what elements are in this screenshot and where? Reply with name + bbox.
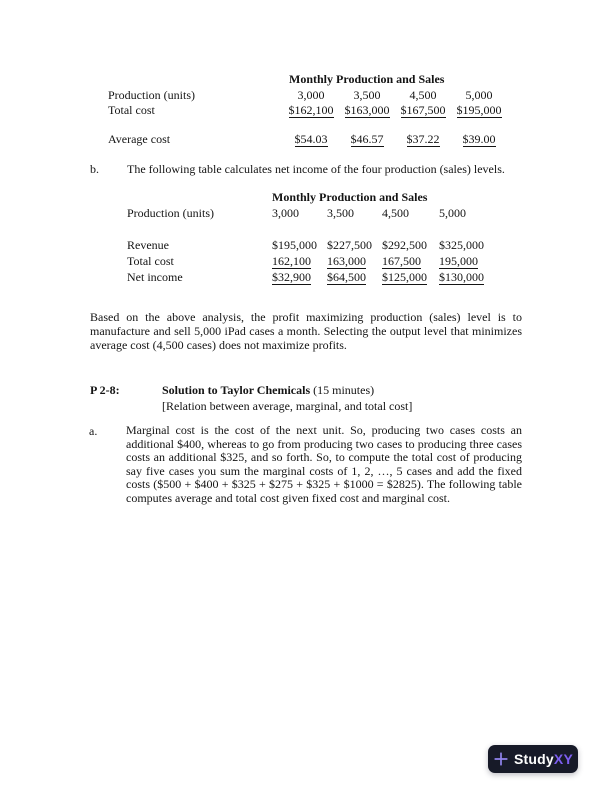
table1-cell: 4,500 bbox=[409, 88, 437, 102]
table1-cell: $163,000 bbox=[344, 103, 390, 117]
table1-cell: $195,000 bbox=[456, 103, 502, 117]
table1-cell: $46.57 bbox=[350, 132, 384, 146]
table1-row-total-cost-label: Total cost bbox=[108, 103, 155, 117]
table2-cell: $227,500 bbox=[327, 238, 372, 252]
monthly-production-sales-table-2 bbox=[127, 206, 500, 286]
table1-spacer-row bbox=[108, 118, 507, 132]
section-b-text: The following table calculates net income of the four production (sales) levels. bbox=[127, 162, 505, 176]
table1-row-average-cost-label: Average cost bbox=[108, 132, 171, 146]
table2-cell: $130,000 bbox=[439, 270, 484, 284]
monthly-production-sales-table-1 bbox=[108, 88, 507, 147]
plus-icon bbox=[493, 751, 509, 767]
table2-title: Monthly Production and Sales bbox=[272, 190, 428, 204]
brand-text bbox=[514, 751, 573, 767]
section-a-text: Marginal cost is the cost of the next unit. So, producing two cases costs an additional $400, whereas to go from producing two cases to producing three cases costs an additional $325, and so forth. So, to compute the total cost of producing say five cases you sum the marginal costs of 1, 2, …, 5 cases and add the fixed costs ($500 + $400 + $325 + $275 + $325 + $1000 = $2825). The following table computes average and total cost given fixed cost and marginal cost. bbox=[126, 423, 522, 505]
problem-duration: (15 minutes) bbox=[310, 383, 375, 397]
table2-cell: $195,000 bbox=[272, 238, 317, 252]
table1-cell: 3,000 bbox=[297, 88, 325, 102]
problem-heading bbox=[162, 383, 532, 414]
brand-primary: Study bbox=[514, 751, 554, 767]
table2-cell: 167,500 bbox=[382, 254, 421, 268]
table1-cell: $37.22 bbox=[406, 132, 440, 146]
table2-cell: $325,000 bbox=[439, 238, 484, 252]
analysis-paragraph: Based on the above analysis, the profit maximizing production (sales) level is to manufacture and sell 5,000 iPad cases a month. Selecting the output level that minimizes average cost (4,500 cases) does not maximize profits. bbox=[90, 310, 522, 352]
problem-title: Solution to Taylor Chemicals bbox=[162, 383, 311, 397]
table2-cell: 5,000 bbox=[439, 206, 466, 220]
table2-cell: 195,000 bbox=[439, 254, 478, 268]
section-a-marker: a. bbox=[89, 424, 98, 438]
problem-title-line bbox=[162, 383, 532, 399]
problem-subtitle: [Relation between average, marginal, and total cost] bbox=[162, 398, 413, 413]
table2-spacer-row bbox=[127, 222, 500, 238]
table1-title: Monthly Production and Sales bbox=[289, 72, 445, 86]
table2-cell: $292,500 bbox=[382, 238, 427, 252]
problem-number: P 2-8: bbox=[90, 383, 120, 397]
table1-row-production-label: Production (units) bbox=[108, 88, 195, 102]
section-b-marker: b. bbox=[90, 162, 99, 176]
table1-cell: $167,500 bbox=[400, 103, 446, 117]
table1-cell: 3,500 bbox=[353, 88, 381, 102]
table2-cell: $32,900 bbox=[272, 270, 311, 284]
table2-cell: 163,000 bbox=[327, 254, 366, 268]
table2-cell: $64,500 bbox=[327, 270, 366, 284]
brand-accent: XY bbox=[553, 751, 573, 767]
table2-row-production-label: Production (units) bbox=[127, 206, 214, 220]
table2-row-net-income-label: Net income bbox=[127, 270, 183, 284]
table1-cell: $162,100 bbox=[288, 103, 334, 117]
table2-row-total-cost-label: Total cost bbox=[127, 254, 174, 268]
table1-cell: $54.03 bbox=[294, 132, 328, 146]
table1-cell: 5,000 bbox=[465, 88, 493, 102]
table2-cell: $125,000 bbox=[382, 270, 427, 284]
table2-row-revenue-label: Revenue bbox=[127, 238, 169, 252]
table2-cell: 3,500 bbox=[327, 206, 354, 220]
table2-cell: 3,000 bbox=[272, 206, 299, 220]
table2-cell: 162,100 bbox=[272, 254, 311, 268]
studyxy-watermark[interactable] bbox=[488, 745, 578, 773]
table1-cell: $39.00 bbox=[462, 132, 496, 146]
table2-cell: 4,500 bbox=[382, 206, 409, 220]
